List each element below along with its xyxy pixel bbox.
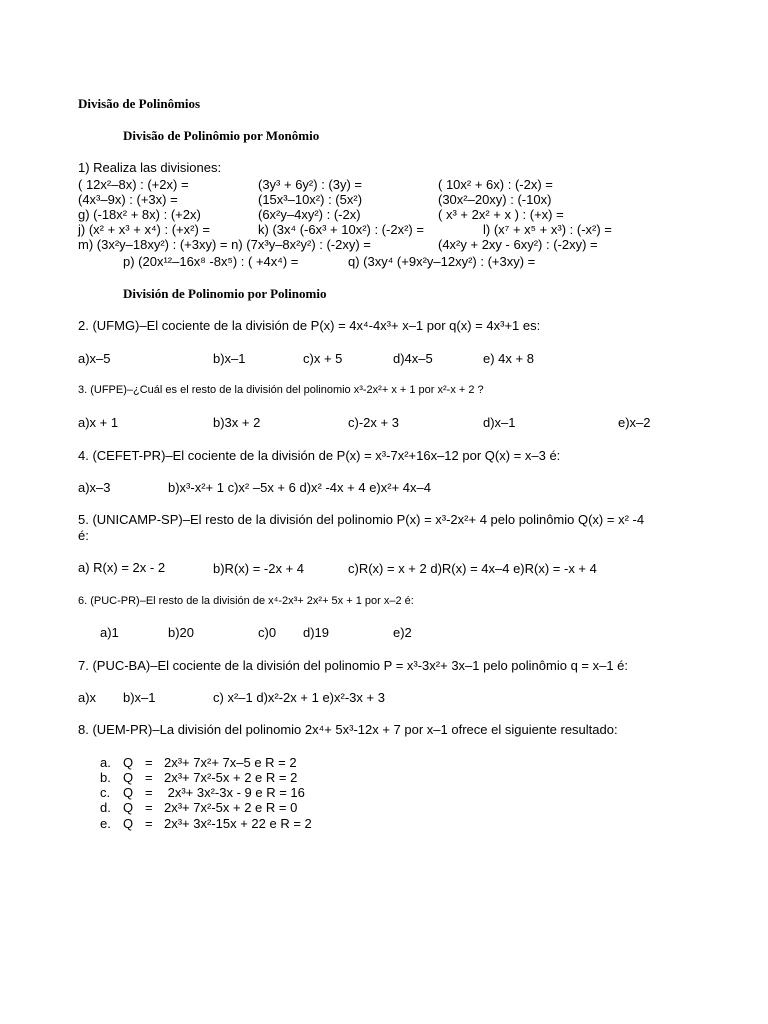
option-value: 2x³+ 3x²-3x - 9 e R = 16 (164, 785, 305, 800)
option-eq: = (145, 800, 153, 815)
option-q: Q (123, 800, 134, 815)
exercise-cell: g) (-18x² + 8x) : (+2x) (78, 207, 201, 222)
option-eq: = (145, 755, 153, 770)
page-title: Divisão de Polinômios (78, 96, 201, 111)
option-value: 2x³+ 3x²-15x + 22 e R = 2 (164, 816, 312, 831)
option-eq: = (145, 770, 153, 785)
question-3: 3. (UFPE)–¿Cuál es el resto de la división del polinomio x³-2x²+ x + 1 por x²-x + 2 ? (78, 384, 484, 396)
exercise-cell: (3y³ + 6y²) : (3y) = (258, 177, 363, 192)
option: b)3x + 2 (213, 415, 261, 430)
option: c)-2x + 3 (348, 415, 399, 430)
option-eq: = (145, 785, 153, 800)
option-eq: = (145, 816, 153, 831)
exercise-cell: j) (x² + x³ + x⁴) : (+x²) = (78, 222, 210, 237)
exercise-cell: ( 12x²–8x) : (+2x) = (78, 177, 189, 192)
option: b)R(x) = -2x + 4 (213, 561, 305, 576)
option: d)4x–5 (393, 351, 433, 366)
option-value: 2x³+ 7x²-5x + 2 e R = 0 (164, 800, 298, 815)
exercise-cell: (30x²–20xy) : (-10x) (438, 192, 552, 207)
option-q: Q (123, 785, 134, 800)
section-heading-polinomio: División de Polinomio por Polinomio (123, 286, 327, 301)
option: b)20 (168, 625, 195, 640)
exercise-cell: p) (20x¹²–16x⁸ -8x⁵) : ( +4x⁴) = (123, 254, 299, 269)
question-2: 2. (UFMG)–El cociente de la división de P(x) = 4x⁴-4x³+ x–1 por q(x) = 4x³+1 es: (78, 318, 541, 333)
option: c)x + 5 (303, 351, 343, 366)
option: a)x (78, 690, 97, 705)
exercise-cell: (4x³–9x) : (+3x) = (78, 192, 178, 207)
option: b)x–1 (123, 690, 156, 705)
option-q: Q (123, 755, 134, 770)
instruction: 1) Realiza las divisiones: (78, 160, 222, 175)
exercise-cell: ( x³ + 2x² + x ) : (+x) = (438, 207, 564, 222)
option-value: 2x³+ 7x²-5x + 2 e R = 2 (164, 770, 298, 785)
option: c) x²–1 d)x²-2x + 1 e)x²-3x + 3 (213, 690, 385, 705)
question-4: 4. (CEFET-PR)–El cociente de la división de P(x) = x³-7x²+16x–12 por Q(x) = x–3 é: (78, 448, 561, 463)
question-8: 8. (UEM-PR)–La división del polinomio 2x⁴+ 5x³-12x + 7 por x–1 ofrece el siguiente resultado: (78, 722, 618, 737)
exercise-cell: l) (x⁷ + x⁵ + x³) : (-x²) = (483, 222, 612, 237)
option: e) 4x + 8 (483, 351, 534, 366)
question-5-continuation: é: (78, 528, 89, 543)
option: b)x–1 (213, 351, 246, 366)
question-7: 7. (PUC-BA)–El cociente de la división del polinomio P = x³-3x²+ 3x–1 pelo polinômio q = x–1 é: (78, 658, 629, 673)
exercise-cell: ( 10x² + 6x) : (-2x) = (438, 177, 553, 192)
option: a)1 (100, 625, 119, 640)
question-5: 5. (UNICAMP-SP)–El resto de la división del polinomio P(x) = x³-2x²+ 4 pelo polinômio Q(x) = x² -4 (78, 512, 645, 527)
option: a)x–3 (78, 480, 111, 495)
option: d)x–1 (483, 415, 516, 430)
option-letter: d. (100, 800, 111, 815)
exercise-cell: m) (3x²y–18xy²) : (+3xy) = n) (7x³y–8x²y²) : (-2xy) = (78, 237, 371, 252)
option: b)x³-x²+ 1 c)x² –5x + 6 d)x² -4x + 4 e)x²+ 4x–4 (168, 480, 431, 495)
option: d)19 (303, 625, 330, 640)
option-letter: c. (100, 785, 111, 800)
question-6: 6. (PUC-PR)–El resto de la división de x⁴-2x³+ 2x²+ 5x + 1 por x–2 é: (78, 595, 414, 607)
exercise-cell: k) (3x⁴ (-6x³ + 10x²) : (-2x²) = (258, 222, 424, 237)
option: c)R(x) = x + 2 d)R(x) = 4x–4 e)R(x) = -x + 4 (348, 561, 597, 576)
option: e)x–2 (618, 415, 651, 430)
option: e)2 (393, 625, 412, 640)
option-letter: b. (100, 770, 111, 785)
option: c)0 (258, 625, 277, 640)
option-value: 2x³+ 7x²+ 7x–5 e R = 2 (164, 755, 297, 770)
option: a) R(x) = 2x - 2 (78, 560, 166, 575)
exercise-cell: (15x³–10x²) : (5x²) (258, 192, 363, 207)
exercise-cell: (6x²y–4xy²) : (-2x) (258, 207, 361, 222)
option-letter: e. (100, 816, 111, 831)
section-heading-monomio: Divisão de Polinômio por Monômio (123, 128, 320, 143)
option-q: Q (123, 816, 134, 831)
exercise-cell: q) (3xy⁴ (+9x²y–12xy²) : (+3xy) = (348, 254, 536, 269)
option: a)x + 1 (78, 415, 119, 430)
option-letter: a. (100, 755, 111, 770)
option: a)x–5 (78, 351, 111, 366)
exercise-cell: (4x²y + 2xy - 6xy²) : (-2xy) = (438, 237, 598, 252)
option-q: Q (123, 770, 134, 785)
